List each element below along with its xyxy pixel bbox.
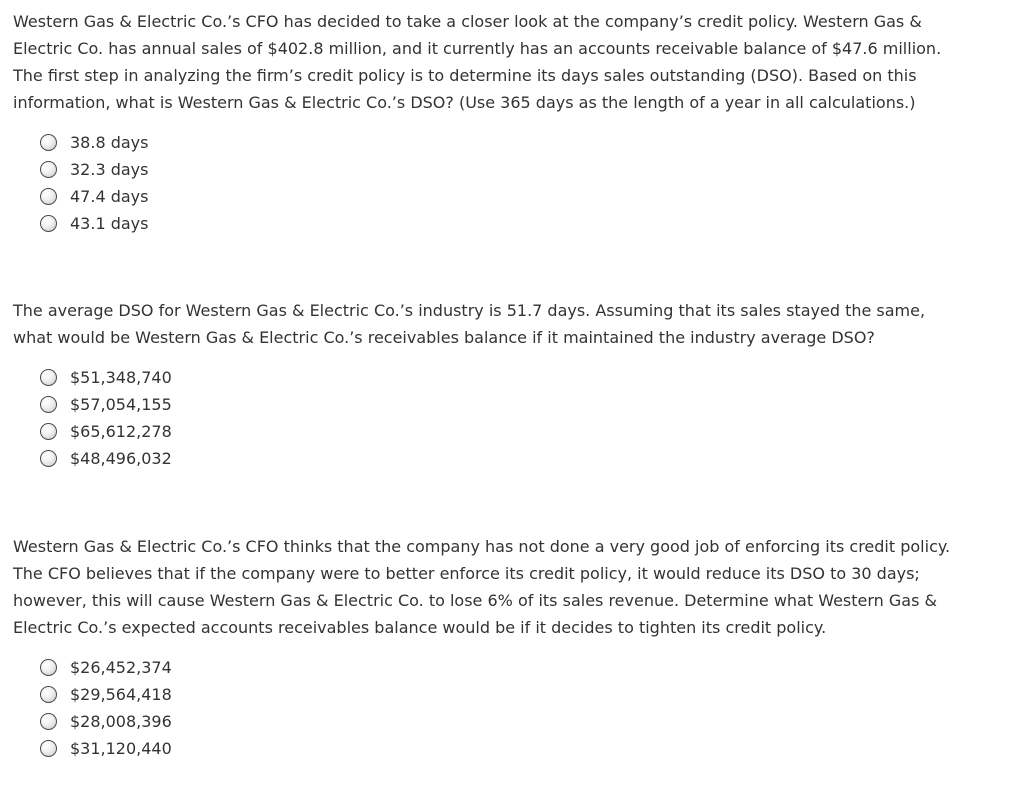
- option-label: $51,348,740: [70, 368, 172, 387]
- answer-option[interactable]: [40, 445, 1013, 472]
- radio-button[interactable]: [40, 423, 57, 440]
- question-1-options: [40, 129, 1013, 237]
- prompt-line: however, this will cause Western Gas & Electric Co. to lose 6% of its sales revenue. Determine what Western Gas &: [13, 591, 938, 610]
- prompt-line: The average DSO for Western Gas & Electric Co.’s industry is 51.7 days. Assuming that its sales stayed the same,: [13, 301, 926, 320]
- question-2-prompt: [13, 297, 1013, 351]
- option-label: $31,120,440: [70, 739, 172, 758]
- question-3: [13, 533, 1013, 762]
- answer-option[interactable]: [40, 391, 1013, 418]
- question-1-prompt: [13, 8, 1013, 116]
- answer-option[interactable]: [40, 156, 1013, 183]
- question-3-options: [40, 654, 1013, 762]
- answer-option[interactable]: [40, 735, 1013, 762]
- prompt-line: Electric Co. has annual sales of $402.8 million, and it currently has an accounts receivable balance of $47.6 million.: [13, 39, 942, 58]
- prompt-line: The CFO believes that if the company were to better enforce its credit policy, it would reduce its DSO to 30 days;: [13, 564, 920, 583]
- option-label: 38.8 days: [70, 133, 149, 152]
- prompt-line: The first step in analyzing the firm’s credit policy is to determine its days sales outstanding (DSO). Based on this: [13, 66, 917, 85]
- radio-button[interactable]: [40, 369, 57, 386]
- question-3-prompt: [13, 533, 1013, 641]
- prompt-line: Western Gas & Electric Co.’s CFO has decided to take a closer look at the company’s credit policy. Western Gas &: [13, 12, 922, 31]
- answer-option[interactable]: [40, 654, 1013, 681]
- answer-option[interactable]: [40, 681, 1013, 708]
- option-label: 47.4 days: [70, 187, 149, 206]
- option-label: $28,008,396: [70, 712, 172, 731]
- option-label: $57,054,155: [70, 395, 172, 414]
- radio-button[interactable]: [40, 215, 57, 232]
- prompt-line: Electric Co.’s expected accounts receivables balance would be if it decides to tighten its credit policy.: [13, 618, 827, 637]
- option-label: 43.1 days: [70, 214, 149, 233]
- answer-option[interactable]: [40, 129, 1013, 156]
- answer-option[interactable]: [40, 708, 1013, 735]
- option-label: $26,452,374: [70, 658, 172, 677]
- prompt-line: information, what is Western Gas & Electric Co.’s DSO? (Use 365 days as the length of a year in all calculations.): [13, 93, 916, 112]
- answer-option[interactable]: [40, 210, 1013, 237]
- radio-button[interactable]: [40, 659, 57, 676]
- option-label: $65,612,278: [70, 422, 172, 441]
- answer-option[interactable]: [40, 183, 1013, 210]
- radio-button[interactable]: [40, 134, 57, 151]
- option-label: $29,564,418: [70, 685, 172, 704]
- option-label: $48,496,032: [70, 449, 172, 468]
- radio-button[interactable]: [40, 396, 57, 413]
- prompt-line: Western Gas & Electric Co.’s CFO thinks that the company has not done a very good job of enforcing its credit policy.: [13, 537, 951, 556]
- prompt-line: what would be Western Gas & Electric Co.’s receivables balance if it maintained the industry average DSO?: [13, 328, 875, 347]
- radio-button[interactable]: [40, 713, 57, 730]
- question-1: [13, 8, 1013, 237]
- question-2-options: [40, 364, 1013, 472]
- radio-button[interactable]: [40, 450, 57, 467]
- answer-option[interactable]: [40, 418, 1013, 445]
- question-2: [13, 297, 1013, 472]
- radio-button[interactable]: [40, 188, 57, 205]
- radio-button[interactable]: [40, 740, 57, 757]
- radio-button[interactable]: [40, 161, 57, 178]
- radio-button[interactable]: [40, 686, 57, 703]
- answer-option[interactable]: [40, 364, 1013, 391]
- option-label: 32.3 days: [70, 160, 149, 179]
